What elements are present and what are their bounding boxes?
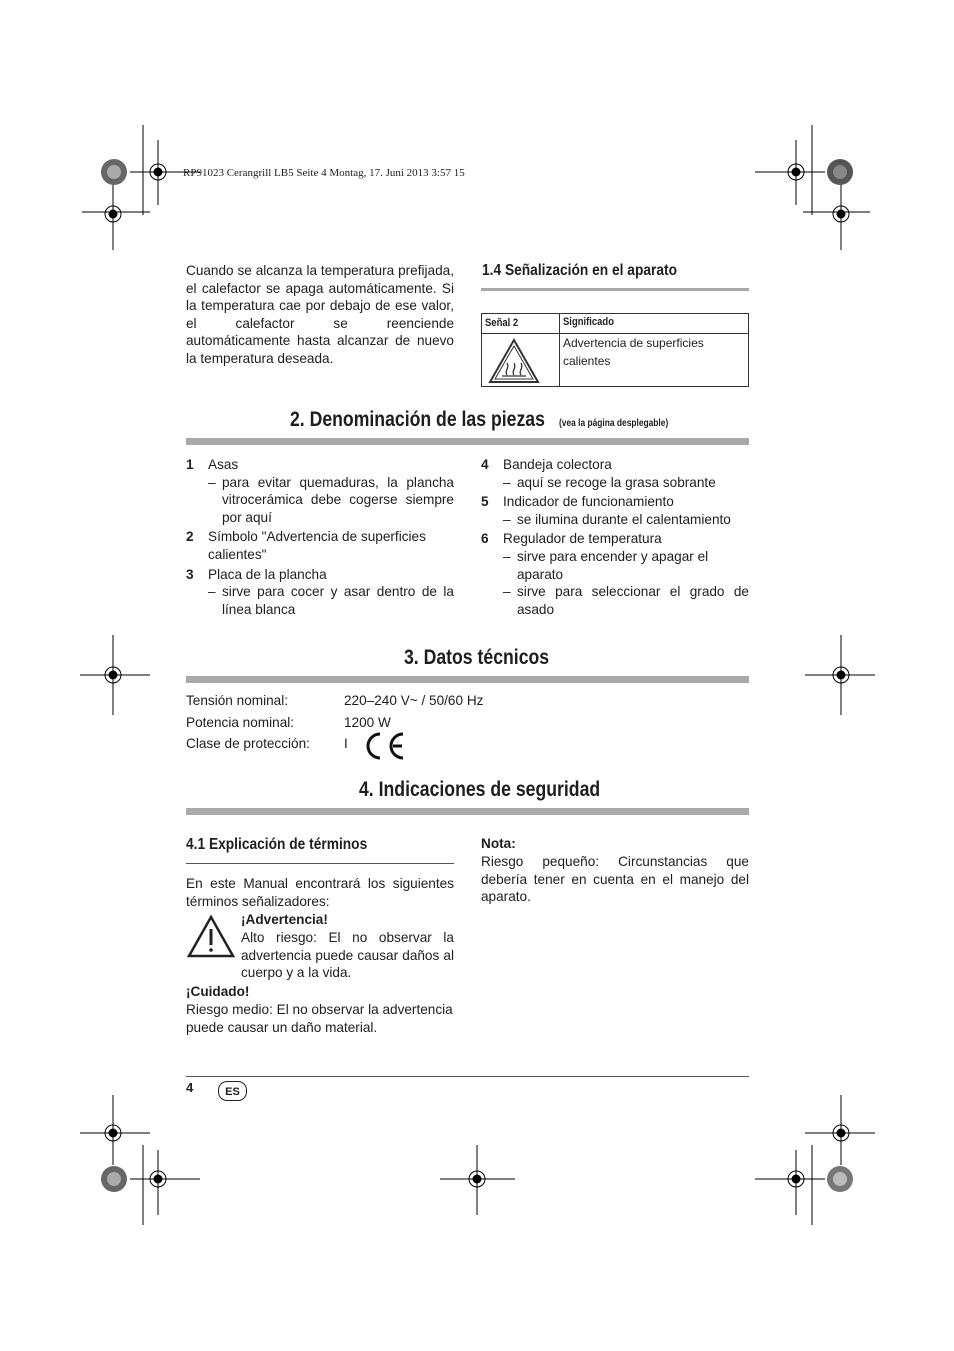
parts-list-right	[481, 456, 749, 618]
page-number: 4	[186, 1080, 194, 1095]
table-meaning-cell: Advertencia de superficies calientes	[563, 336, 704, 368]
part-sub-5: – se ilumina durante el calentamiento	[503, 511, 731, 527]
part-item-4	[481, 456, 749, 474]
signal-table	[481, 313, 749, 387]
parts-list-left	[186, 456, 454, 618]
section-3-rule	[186, 676, 749, 683]
part-sub-text: para evitar quemaduras, la plancha vitrocerámica debe cogerse siempre por aquí	[222, 474, 454, 525]
part-label: Regulador de temperatura	[503, 531, 662, 547]
part-item-6	[481, 530, 749, 548]
part-item-5	[481, 493, 749, 511]
hot-surface-icon	[488, 338, 540, 384]
warning-text: Alto riesgo: El no observar la advertencia puede causar daños al cuerpo y a la vida.	[241, 930, 454, 981]
caution-title: ¡Cuidado!	[186, 984, 250, 999]
section-2-rule	[186, 438, 749, 445]
part-sub-text: se ilumina durante el calentamiento	[517, 511, 731, 527]
registration-marks-top-icon	[0, 0, 954, 260]
part-label: Indicador de funcionamiento	[503, 494, 674, 510]
section-4-1-rule	[186, 863, 454, 864]
part-item-1	[186, 456, 454, 474]
section-1-4-rule	[481, 288, 749, 291]
note-text: Riesgo pequeño: Circunstancias que debería tener en cuenta en el manejo del aparato.	[481, 854, 749, 905]
part-sub-1: – para evitar quemaduras, la plancha vitrocerámica debe cogerse siempre por aquí	[208, 474, 454, 525]
part-sub-6a: – sirve para encender y apagar el aparato	[503, 548, 709, 582]
section-2-subtitle: (vea la página desplegable)	[559, 418, 669, 429]
note-title: Nota:	[481, 836, 516, 851]
caution-text: Riesgo medio: El no observar la advertencia puede causar un daño material.	[186, 1002, 453, 1035]
part-sub-4: – aquí se recoge la grasa sobrante	[503, 474, 716, 490]
part-number: 4	[481, 457, 489, 472]
table-header-signal: Señal 2	[485, 317, 519, 329]
footer-rule	[186, 1076, 749, 1077]
warning-triangle-icon	[187, 914, 235, 958]
part-sub-text: sirve para encender y apagar el aparato	[517, 548, 709, 582]
terms-intro: En este Manual encontrará los siguientes términos señalizadores:	[186, 876, 454, 909]
warning-title: ¡Advertencia!	[241, 912, 328, 927]
part-label: Placa de la plancha	[208, 566, 327, 582]
part-label: Bandeja colectora	[503, 457, 612, 472]
spec-label-voltage: Tensión nominal:	[186, 693, 289, 708]
spec-value-protection: I	[344, 736, 348, 751]
registration-marks-bottom-icon	[0, 1090, 954, 1230]
section-4-1-title: 4.1 Explicación de términos	[186, 836, 368, 853]
part-label: Asas	[208, 457, 239, 472]
part-number: 5	[481, 494, 489, 510]
language-code: ES	[225, 1086, 240, 1098]
part-sub-6b: – sirve para seleccionar el grado de asado	[503, 584, 749, 617]
section-3-title: 3. Datos técnicos	[404, 646, 550, 669]
ce-mark-icon	[363, 729, 409, 763]
part-sub-text: sirve para cocer y asar dentro de la línea blanca	[222, 584, 454, 617]
part-sub-3: – sirve para cocer y asar dentro de la línea blanca	[208, 584, 454, 617]
part-number: 2	[186, 529, 194, 545]
language-badge	[218, 1081, 247, 1101]
spec-value-voltage: 220–240 V~ / 50/60 Hz	[344, 693, 484, 708]
section-4-title: 4. Indicaciones de seguridad	[359, 778, 601, 801]
intro-paragraph: Cuando se alcanza la temperatura prefijada, el calefactor se apaga automáticamente. Si la temperatura cae por debajo de ese valor, el calefactor se reenciende automáticamente hasta alcanzar de nuevo la temperatura deseada.	[186, 263, 454, 366]
section-2-heading	[290, 408, 689, 432]
part-item-3	[186, 566, 454, 584]
part-number: 1	[186, 457, 194, 472]
header-slug: RP91023 Cerangrill LB5 Seite 4 Montag, 17. Juni 2013 3:57 15	[183, 167, 465, 179]
part-number: 6	[481, 531, 489, 547]
part-number: 3	[186, 566, 194, 582]
section-4-rule	[186, 808, 749, 815]
part-sub-text: aquí se recoge la grasa sobrante	[517, 474, 716, 490]
part-sub-text: sirve para seleccionar el grado de asado	[517, 584, 749, 617]
part-label: Símbolo "Advertencia de superficies calientes"	[208, 529, 426, 562]
spec-value-power: 1200 W	[344, 715, 391, 730]
spec-label-power: Potencia nominal:	[186, 715, 295, 730]
table-header-meaning: Significado	[563, 316, 614, 328]
spec-label-protection: Clase de protección:	[186, 736, 310, 751]
section-1-4-title: 1.4 Señalización en el aparato	[482, 262, 678, 279]
section-2-title: 2. Denominación de las piezas	[290, 408, 545, 431]
part-item-2	[186, 528, 454, 563]
